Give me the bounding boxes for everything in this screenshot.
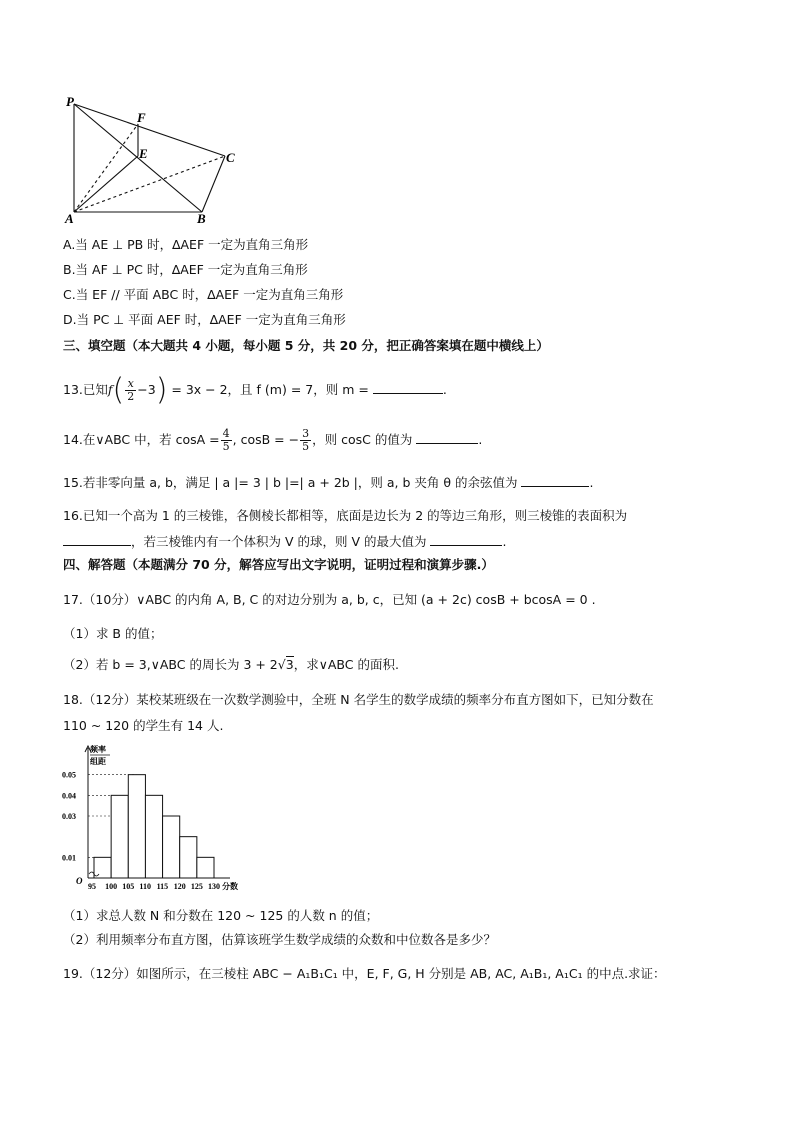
option-c: C.当 EF // 平面 ABC 时，∆AEF 一定为直角三角形: [63, 287, 344, 302]
x-tick-label: 95: [88, 882, 96, 891]
question-16-line-1: 16.已知一个高为 1 的三棱锥，各侧棱长都相等，底面是边长为 2 的等边三角形，则三棱锥的表面积为: [63, 508, 628, 523]
q14-a-num: 4: [222, 427, 230, 440]
y-axis-label-top: 频率: [90, 745, 106, 754]
q14-frac-b: [300, 428, 311, 453]
q16-line2-text: ，若三棱锥内有一个体积为 V 的球，则 V 的最大值为: [131, 534, 427, 549]
pyramid-figure: [60, 92, 250, 227]
q16-end: .: [502, 534, 507, 549]
q15-text: 15.若非零向量 a, b，满足 | a |= 3 | b |=| a + 2b |，则 a, b 夹角 θ 的余弦值为: [63, 475, 518, 490]
origin-label: O: [76, 876, 83, 886]
q13-prefix: 13.已知: [63, 382, 108, 397]
point-label-C: C: [226, 150, 235, 165]
q17-part2-radicand: 3: [285, 657, 294, 672]
q13-den: 2: [127, 390, 135, 403]
question-17-stem: 17.（10分）∨ABC 的内角 A, B, C 的对边分别为 a, b, c，已知 (a + 2c) cosB + bcosA = 0 .: [63, 592, 596, 607]
point-label-A: A: [65, 211, 74, 226]
q14-b-num: 3: [302, 427, 310, 440]
point-label-F: F: [137, 110, 146, 125]
q14-answer-blank[interactable]: [416, 431, 478, 444]
q17-part2-pre: （2）若 b = 3,∨ABC 的周长为 3 + 2: [63, 657, 278, 672]
q13-m: m =: [342, 382, 369, 397]
frequency-histogram: [58, 742, 258, 894]
q14-prefix: 14.在∨ABC 中，若: [63, 432, 172, 447]
q13-end: .: [442, 382, 447, 397]
histogram-bar: [145, 795, 162, 878]
y-axis-label-bottom: 组距: [90, 757, 106, 766]
x-tick-label: 120: [173, 882, 186, 891]
q14-b-den: 5: [302, 440, 310, 453]
section-4-title: 四、解答题（本题满分 70 分，解答应写出文字说明，证明过程和演算步骤.）: [63, 557, 494, 572]
question-18-line-2: 110 ~ 120 的学生有 14 人.: [63, 718, 224, 733]
q17-part2-post: ，求∨ABC 的面积.: [293, 657, 399, 672]
question-17-part-1: （1）求 B 的值；: [63, 626, 163, 641]
q16-answer-blank-1[interactable]: [63, 533, 131, 546]
histogram-bar: [94, 857, 111, 878]
option-b: B.当 AF ⊥ PC 时，∆AEF 一定为直角三角形: [63, 262, 308, 277]
q14-cosB: , cosB = −: [232, 432, 300, 447]
q13-rhs: = 3x − 2，且: [171, 382, 253, 397]
histogram-bar: [128, 775, 145, 878]
question-18-part-1: （1）求总人数 N 和分数在 120 ~ 125 的人数 n 的值；: [63, 908, 379, 923]
q14-a-den: 5: [222, 440, 230, 453]
question-18-part-2: （2）利用频率分布直方图，估算该班学生数学成绩的众数和中位数各是多少？: [63, 932, 496, 947]
question-16-line-2: [63, 533, 506, 550]
x-tick-label: 115: [156, 882, 169, 891]
histogram-bar: [111, 795, 128, 878]
x-axis-label: 分数: [222, 882, 238, 891]
question-13: 13.已知f( $\frac{x}{2}$ −3) = 3x − 2，且 f (m) = 7，则 m = .: [63, 372, 447, 408]
y-tick-label: 0.03: [62, 812, 76, 821]
histogram-bar: [197, 857, 214, 878]
point-label-E: E: [139, 146, 148, 161]
q14-suffix: ，则 cosC 的值为: [312, 432, 413, 447]
question-19: 19.（12分）如图所示，在三棱柱 ABC − A₁B₁C₁ 中，E, F, G, H 分别是 AB, AC, A₁B₁, A₁C₁ 的中点.求证：: [63, 966, 666, 981]
point-label-B: B: [197, 211, 206, 226]
q13-num: x: [125, 378, 136, 391]
q13-answer-blank[interactable]: [373, 381, 443, 394]
q13-f: f: [107, 382, 113, 397]
section-3-title: 三、填空题（本大题共 4 小题，每小题 5 分，共 20 分，把正确答案填在题中横线上）: [63, 338, 549, 353]
q13-fraction: [125, 378, 136, 403]
q16-answer-blank-2[interactable]: [430, 533, 502, 546]
x-tick-label: 110: [139, 882, 151, 891]
question-17-part-2: （2）若 b = 3,∨ABC 的周长为 3 + 2√3，求∨ABC 的面积.: [63, 657, 399, 672]
question-14: [63, 424, 482, 456]
question-18-line-1: 18.（12分）某校某班级在一次数学测验中，全班 N 名学生的数学成绩的频率分布直方图如下，已知分数在: [63, 692, 654, 707]
histogram-bar: [163, 816, 180, 878]
y-tick-label: 0.04: [62, 791, 76, 801]
question-15: [63, 474, 593, 491]
histogram-bar: [180, 837, 197, 878]
option-a: A.当 AE ⊥ PB 时，∆AEF 一定为直角三角形: [63, 237, 309, 252]
x-tick-label: 125: [190, 882, 203, 891]
x-tick-label: 130: [208, 882, 220, 891]
q14-end: .: [478, 432, 483, 447]
q14-frac-a: [221, 428, 232, 453]
q15-answer-blank[interactable]: [521, 474, 589, 487]
q13-fm: f (m) = 7，则: [256, 382, 339, 397]
point-label-P: P: [66, 94, 74, 109]
q15-end: .: [589, 475, 594, 490]
y-tick-label: 0.05: [62, 770, 76, 780]
y-tick-label: 0.01: [62, 853, 76, 863]
q13-inner-rest: −3: [137, 382, 156, 397]
x-tick-label: 100: [105, 882, 118, 891]
option-d: D.当 PC ⊥ 平面 AEF 时，∆AEF 一定为直角三角形: [63, 312, 346, 327]
x-tick-label: 105: [122, 882, 135, 891]
q14-cosA: cosA =: [175, 432, 220, 447]
